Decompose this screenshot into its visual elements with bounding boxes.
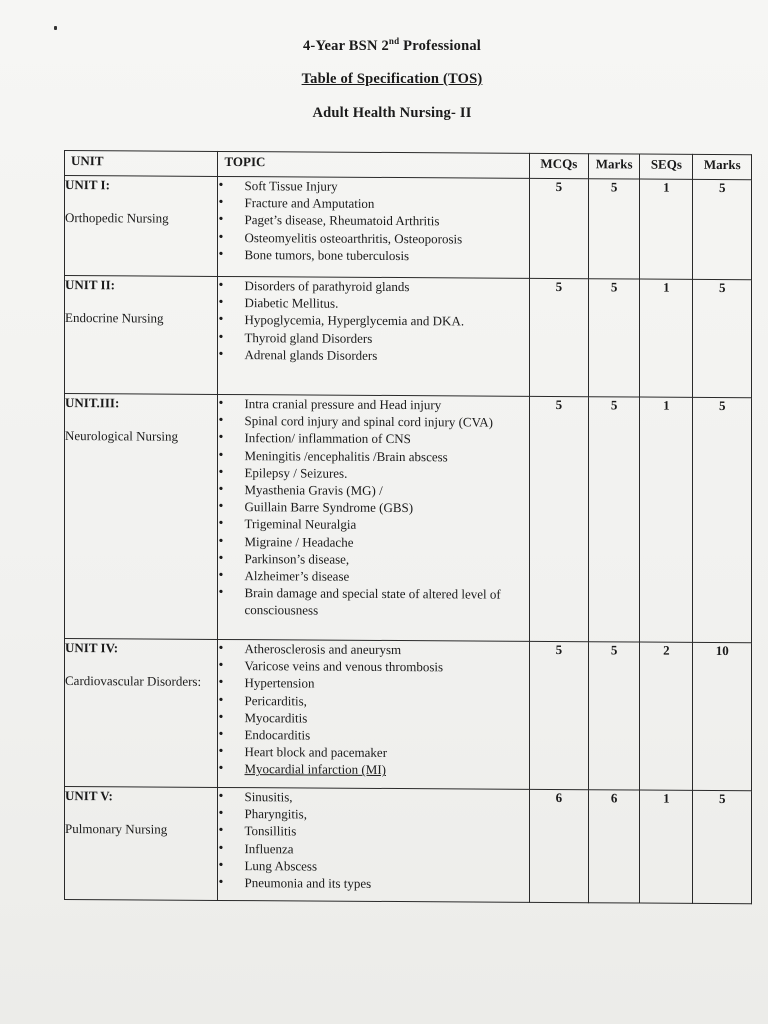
topic-text: Infection/ inflammation of CNS (244, 430, 411, 447)
unit-label: UNIT.III: (65, 395, 120, 411)
program-title-sup: nd (388, 36, 400, 46)
column-header-unit: UNIT (65, 151, 218, 177)
topic-item (218, 294, 528, 313)
topic-text: Alzheimer’s disease (244, 568, 350, 584)
topic-list (218, 177, 528, 265)
topic-item (218, 311, 528, 330)
column-header-mcqs: MCQs (529, 153, 589, 178)
topic-text: Fracture and Amputation (244, 195, 375, 212)
program-title (8, 36, 768, 55)
topic-text: Bone tumors, bone tuberculosis (244, 246, 410, 263)
topic-text: Hypertension (244, 675, 315, 691)
topic-item (218, 822, 528, 841)
topic-list (218, 395, 528, 621)
topic-item (218, 567, 528, 586)
topic-item (218, 246, 528, 265)
topic-item (218, 481, 528, 500)
unit-cell (65, 787, 218, 901)
topic-text: Influenza (244, 840, 294, 857)
topic-item (218, 805, 528, 824)
topic-text: Migraine / Headache (244, 533, 354, 550)
topic-text: Meningitis /encephalitis /Brain abscess (244, 447, 448, 464)
table-row (65, 176, 752, 280)
unit-name: Pulmonary Nursing (65, 821, 168, 837)
topic-text: Epilepsy / Seizures. (244, 464, 348, 481)
topic-text: Adrenal glands Disorders (244, 346, 378, 363)
table-row (65, 787, 752, 904)
topic-item (218, 329, 528, 348)
topic-item (218, 498, 528, 517)
topic-text: Disorders of parathyroid glands (244, 278, 410, 295)
table-row (65, 639, 752, 791)
marks-value: 5 (589, 179, 640, 279)
unit-name: Neurological Nursing (65, 428, 179, 444)
topic-text: Paget’s disease, Rheumatoid Arthritis (244, 212, 440, 229)
seqs-value: 1 (640, 179, 693, 279)
topic-item (218, 743, 528, 762)
topic-cell (218, 176, 529, 278)
topic-list (218, 640, 528, 780)
topic-text: Atherosclerosis and aneurysm (244, 641, 402, 658)
marks-value: 5 (589, 642, 640, 790)
seq-marks-value: 5 (693, 279, 752, 397)
topic-item (218, 177, 528, 196)
unit-name: Endocrine Nursing (65, 310, 164, 326)
table-row (65, 394, 752, 643)
program-title-suffix: Professional (399, 37, 482, 54)
topic-item (218, 229, 528, 248)
marks-value: 6 (589, 790, 640, 903)
unit-label: UNIT I: (65, 177, 110, 193)
mcqs-value: 5 (529, 178, 589, 278)
column-header-marks: Marks (589, 154, 640, 179)
topic-text: Osteomyelitis osteoarthritis, Osteoporosis (244, 229, 463, 247)
topic-text: Pericarditis, (244, 692, 307, 709)
topic-cell (218, 394, 529, 641)
topic-list (218, 277, 528, 365)
topic-item (218, 874, 528, 893)
topic-text: Diabetic Mellitus. (244, 295, 339, 311)
tos-table (64, 150, 752, 904)
seq-marks-value: 5 (693, 790, 752, 903)
topic-text: Thyroid gland Disorders (244, 329, 373, 346)
topic-item (218, 657, 528, 676)
topic-item (218, 550, 528, 569)
topic-item (218, 447, 528, 466)
topic-text: Soft Tissue Injury (244, 178, 338, 194)
topic-item (218, 840, 528, 859)
unit-label: UNIT V: (65, 788, 113, 804)
seqs-value: 1 (640, 790, 693, 903)
unit-name: Cardiovascular Disorders: (65, 673, 202, 689)
topic-text: Guillain Barre Syndrome (GBS) (244, 499, 414, 516)
mcqs-value: 5 (529, 641, 589, 789)
seqs-value: 2 (640, 642, 693, 790)
program-title-text: 4-Year BSN 2 (302, 37, 389, 54)
topic-text: Spinal cord injury and spinal cord injury (CVA) (244, 413, 493, 430)
topic-item (218, 857, 528, 876)
unit-label: UNIT II: (65, 277, 115, 293)
topic-item (218, 211, 528, 230)
mcqs-value: 5 (529, 396, 589, 641)
unit-cell (65, 394, 218, 640)
topic-text: Sinusitis, (244, 789, 293, 805)
topic-text: Pharyngitis, (244, 806, 307, 822)
seqs-value: 1 (640, 397, 693, 642)
marks-value: 5 (589, 279, 640, 397)
topic-item (218, 346, 528, 365)
course-title: Adult Health Nursing- II (312, 105, 472, 121)
column-header-topic: TOPIC (218, 151, 529, 178)
unit-cell (65, 639, 218, 788)
topic-cell (218, 787, 529, 902)
seq-marks-value: 5 (693, 397, 752, 642)
tos-title: Table of Specification (TOS) (301, 71, 483, 87)
topic-item (218, 277, 528, 296)
topic-item (218, 788, 528, 807)
topic-text: Myocardial infarction (MI) (244, 761, 386, 778)
mcqs-value: 5 (529, 278, 589, 396)
topic-text: Myocarditis (244, 709, 308, 726)
topic-item (218, 726, 528, 745)
topic-text: Varicose veins and venous thrombosis (244, 658, 444, 675)
seq-marks-value: 10 (693, 642, 752, 790)
topic-item (218, 412, 528, 431)
topic-text: Lung Abscess (244, 857, 318, 874)
topic-text: Brain damage and special state of altered level of consciousness (244, 585, 501, 618)
topic-text: Pneumonia and its types (244, 875, 372, 891)
topic-text: Parkinson’s disease, (244, 550, 350, 567)
marks-value: 5 (589, 397, 640, 642)
topic-item (218, 464, 528, 483)
unit-cell (65, 276, 218, 395)
topic-item (218, 584, 528, 620)
topic-item (218, 640, 528, 659)
topic-text: Intra cranial pressure and Head injury (244, 396, 442, 413)
topic-item (218, 533, 528, 552)
column-header-seqs: SEQs (640, 154, 693, 179)
table-row (65, 276, 752, 398)
topic-item (218, 194, 528, 213)
unit-cell (65, 176, 218, 277)
topic-text: Hypoglycemia, Hyperglycemia and DKA. (244, 312, 465, 329)
topic-text: Heart block and pacemaker (244, 744, 388, 761)
topic-item (218, 709, 528, 728)
topic-list (218, 788, 528, 893)
topic-text: Endocarditis (244, 727, 311, 743)
unit-label: UNIT IV: (65, 640, 119, 656)
topic-item (218, 429, 528, 448)
topic-text: Tonsillitis (244, 823, 297, 839)
unit-name: Orthopedic Nursing (65, 210, 169, 226)
seq-marks-value: 5 (693, 179, 752, 279)
mcqs-value: 6 (529, 789, 589, 902)
topic-cell (218, 639, 529, 789)
topic-item (218, 760, 528, 779)
seqs-value: 1 (640, 279, 693, 397)
column-header-marks-2: Marks (693, 154, 752, 179)
topic-item (218, 674, 528, 693)
topic-text: Myasthenia Gravis (MG) / (244, 482, 383, 498)
topic-item (218, 395, 528, 414)
topic-item (218, 515, 528, 534)
scan-speck (54, 26, 57, 30)
topic-text: Trigeminal Neuralgia (244, 516, 357, 533)
topic-cell (218, 276, 529, 396)
topic-item (218, 692, 528, 711)
